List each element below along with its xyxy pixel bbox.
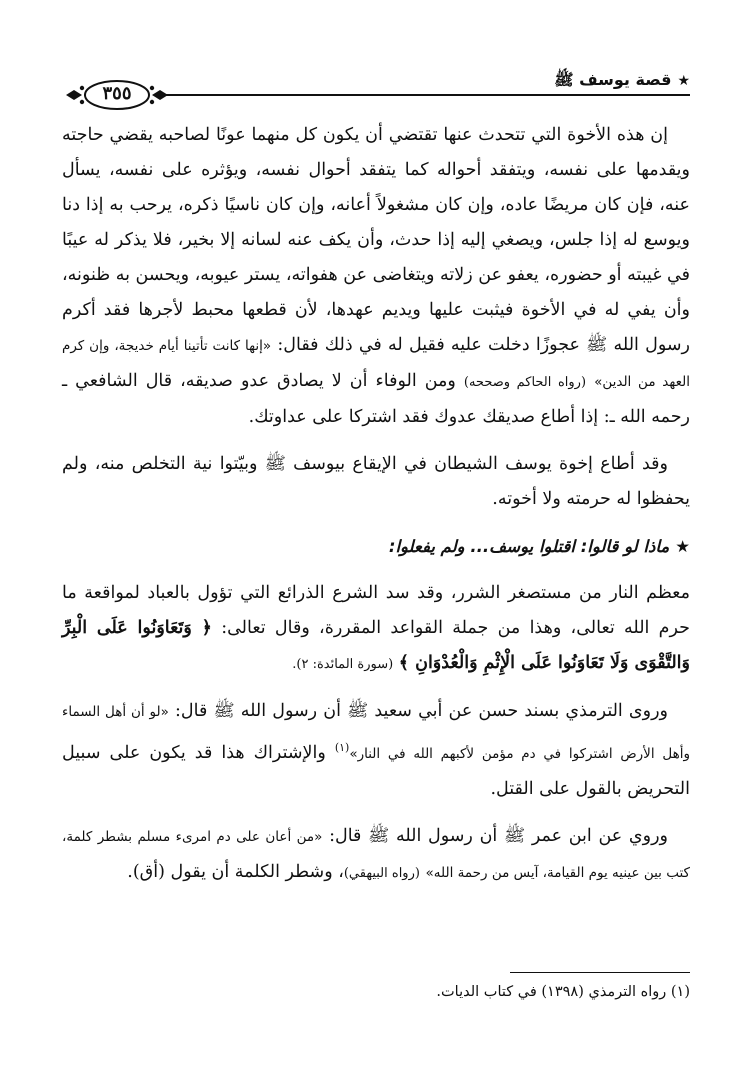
running-title	[554, 70, 690, 93]
hadith-quote: «من أعان على دم امرىء مسلم بشطر كلمة، كتب بين عينيه يوم القيامة، آيس من رحمة الله»	[62, 828, 690, 881]
star-icon: ★	[675, 537, 690, 556]
page-number-ornament	[62, 78, 172, 112]
verse-source: (سورة المائدة: ٢).	[292, 657, 394, 672]
paragraph-brotherhood	[62, 118, 690, 435]
star-icon: ★	[677, 73, 690, 89]
paragraph-ibn-umar	[62, 819, 690, 891]
header-rule	[162, 94, 690, 96]
paragraph-text: والإشتراك هذا قد يكون على سبيل التحريض بالقول على القتل.	[62, 742, 690, 799]
paragraph-tirmidhi	[62, 694, 690, 807]
footnote: (١) رواه الترمذي (١٣٩٨) في كتاب الديات.	[436, 984, 690, 1000]
quran-verse: ﴿ وَتَعَاوَنُوا عَلَى الْبِرِّ وَالتَّقْوَى وَلَا تَعَاوَنُوا عَلَى الْإِثْمِ وَالْعُدْوَانِ ﴾	[62, 618, 690, 673]
running-title-text: قصة يوسف ﷺ	[554, 70, 672, 89]
paragraph-text: وقد أطاع إخوة يوسف الشيطان في الإيقاع بيوسف ﷺ وبيّتوا نية التخلص منه، ولم يحفظوا له حرمته ولا أخوته.	[62, 454, 690, 509]
main-text	[62, 118, 690, 903]
page-number: ٣٥٥	[102, 83, 132, 104]
paragraph-means	[62, 576, 690, 682]
paragraph-text: معظم النار من مستصغر الشرر، وقد سد الشرع الذرائع التي تؤول بالعباد لمواقعة ما حرم الله تعالى، وهذا من جملة القواعد المقررة، وقال تعالى:	[62, 583, 690, 638]
page-header	[62, 70, 690, 114]
hadith-source: (رواه الحاكم وصححه)	[463, 375, 587, 390]
section-heading-text: ماذا لو قالوا: اقتلوا يوسف... ولم يفعلوا:	[388, 537, 670, 556]
section-heading	[62, 529, 690, 564]
paragraph-text: ومن الوفاء أن لا يصادق عدو صديقه، قال الشافعي ـ رحمه الله ـ: إذا أطاع صديقك عدوك فقد اشتركا على عداوتك.	[62, 371, 690, 427]
paragraph-text: وروى الترمذي بسند حسن عن أبي سعيد ﷺ أن رسول الله ﷺ قال:	[175, 701, 668, 721]
footnote-ref[interactable]: (١)	[334, 741, 350, 754]
paragraph-text: إن هذه الأخوة التي تتحدث عنها تقتضي أن يكون كل منهما عونًا لصاحبه يقضي حاجته ويقدمها على نفسه، ويتفقد أحواله كما يتفقد أحوال نفسه، ويؤثره على نفسه، يسأل عنه، فإن كان مريضًا عاده، وإن كان مشغولاً أعانه، وإن كان ناسيًا ذكره، يرحب به إذا دنا ويوسع له إذا جلس، ويصغي إليه إذا حدث، وأن يكف عنه لسانه إلا بخير، فلا يذكر له عيبًا في غيبته أو حضوره، يعفو عن زلاته ويتغاضى عن هفواته، يستر عيوبه، ويحسن به ظنونه، وأن يفي له في الأخوة فيثبت عليها ويديم عهدها، لأن قطعها محبط لأجرها فقد أكرم رسول الله ﷺ عجوزًا دخلت عليه فقيل له في ذلك فقال:	[62, 125, 690, 355]
paragraph-brothers-of-yusuf	[62, 447, 690, 517]
hadith-source: (رواه البيهقي)	[343, 865, 420, 881]
hadith-quote: «إنها كانت تأتينا أيام خديجة، وإن كرم العهد من الدين»	[62, 338, 690, 390]
footnote-divider	[510, 972, 690, 973]
paragraph-text: وروي عن ابن عمر ﷺ أن رسول الله ﷺ قال:	[329, 825, 668, 846]
paragraph-text: ، وشطر الكلمة أن يقول (أق).	[127, 861, 344, 882]
hadith-quote: «لو أن أهل السماء وأهل الأرض اشتركوا في دم مؤمن لأكبهم الله في النار»	[62, 704, 690, 762]
